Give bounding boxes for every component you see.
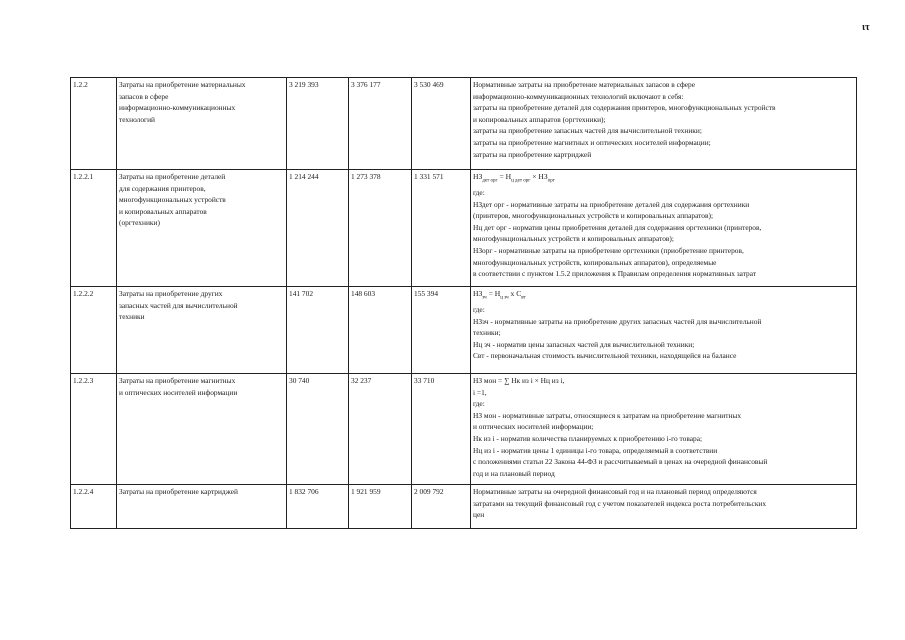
description-line: и оптических носителей информации; bbox=[473, 422, 594, 432]
description-line: где: bbox=[473, 188, 485, 198]
description-line: (принтеров, многофункциональных устройств и копировальных аппаратов); bbox=[473, 211, 714, 221]
description-line: Нц зч - норматив цены запасных частей для вычислительной техники; bbox=[473, 339, 695, 349]
table-row bbox=[71, 78, 857, 170]
name-line: запасных частей для вычислительной bbox=[119, 300, 238, 310]
row-name bbox=[117, 374, 287, 485]
formula bbox=[473, 288, 854, 304]
row-value-v2: 32 237 bbox=[349, 374, 412, 485]
formula-tail: × НЗ bbox=[530, 172, 548, 181]
description-line: затраты на приобретение магнитных и оптических носителей информации; bbox=[473, 137, 711, 147]
name-line: и оптических носителей информации bbox=[119, 387, 238, 397]
formula-mid-sub: ц зч bbox=[500, 295, 509, 301]
row-name bbox=[117, 485, 287, 529]
description-line: НЗорг - нормативные затраты на приобретение оргтехники (приобретение принтеров, bbox=[473, 246, 744, 256]
row-name bbox=[117, 287, 287, 374]
formula-tail-sub: орг bbox=[547, 178, 555, 184]
table-row bbox=[71, 287, 857, 374]
row-value-v1: 1 832 706 bbox=[287, 485, 349, 529]
row-value-v1: 30 740 bbox=[287, 374, 349, 485]
description-line: многофункциональных устройств, копировальных аппаратов), определяемые bbox=[473, 257, 717, 267]
row-value-v3: 155 394 bbox=[412, 287, 471, 374]
description-line: где: bbox=[473, 305, 485, 315]
description-line: затраты на приобретение картриджей bbox=[473, 149, 592, 159]
description-line: НЗ мон = ∑ Нк из i × Нц из i, bbox=[473, 376, 565, 385]
table-row bbox=[71, 485, 857, 529]
formula-eq: = Н bbox=[486, 289, 501, 298]
name-line: Затраты на приобретение картриджей bbox=[119, 487, 238, 496]
formula-lhs-sub: дет орг bbox=[482, 178, 498, 184]
row-value-v3: 3 530 469 bbox=[412, 78, 471, 170]
formula-lhs: НЗ bbox=[473, 289, 483, 298]
description-line: техники; bbox=[473, 328, 501, 338]
description-line: i =1, bbox=[473, 387, 487, 397]
row-value-v2: 148 603 bbox=[349, 287, 412, 374]
row-value-v1: 141 702 bbox=[287, 287, 349, 374]
formula bbox=[473, 171, 854, 187]
row-code: 1.2.2.2 bbox=[71, 287, 117, 374]
row-name bbox=[117, 78, 287, 170]
row-code: 1.2.2 bbox=[71, 78, 117, 170]
name-line: технологий bbox=[119, 114, 155, 124]
table-row bbox=[71, 170, 857, 287]
row-value-v2: 1 273 378 bbox=[349, 170, 412, 287]
formula-lhs: НЗ bbox=[473, 172, 483, 181]
description-line: НЗ мон - нормативные затраты, относящиеся к затратам на приобретение магнитных bbox=[473, 410, 742, 420]
formula-eq: = Н bbox=[497, 172, 512, 181]
description-line: НЗдет орг - нормативные затраты на приобретение деталей для содержания оргтехники bbox=[473, 199, 750, 209]
description-line: информационно-коммуникационных технологий включают в себя: bbox=[473, 91, 684, 101]
page-mark: ιτ bbox=[862, 22, 870, 33]
row-description bbox=[471, 170, 857, 287]
name-line: для содержания принтеров, bbox=[119, 183, 206, 193]
formula-tail-sub: вт bbox=[521, 295, 526, 301]
description-line: многофункциональных устройств и копировальных аппаратов); bbox=[473, 234, 674, 244]
name-line: Затраты на приобретение других bbox=[119, 289, 223, 298]
description-line: с положениями статьи 22 Закона 44-ФЗ и рассчитываемый в ценах на очередной финансовый bbox=[473, 457, 768, 467]
description-line: и копировальных аппаратов (оргтехники); bbox=[473, 114, 606, 124]
row-value-v1: 1 214 244 bbox=[287, 170, 349, 287]
description-line: Нц дет орг - норматив цены приобретения деталей для содержания оргтехники (принтеров, bbox=[473, 222, 762, 232]
name-line: техники bbox=[119, 312, 145, 322]
description-line: в соответствии с пунктом 1.5.2 приложения к Правилам определения нормативных затрат bbox=[473, 269, 757, 279]
row-value-v1: 3 219 393 bbox=[287, 78, 349, 170]
description-line: где: bbox=[473, 399, 485, 409]
formula-lhs-sub: зч bbox=[482, 295, 487, 301]
name-line: запасов в сфере bbox=[119, 91, 169, 101]
row-code: 1.2.2.3 bbox=[71, 374, 117, 485]
row-value-v2: 3 376 177 bbox=[349, 78, 412, 170]
description-line: НЗзч - нормативные затраты на приобретение других запасных частей для вычислительной bbox=[473, 316, 762, 326]
row-value-v3: 1 331 571 bbox=[412, 170, 471, 287]
table-row bbox=[71, 374, 857, 485]
row-value-v2: 1 921 959 bbox=[349, 485, 412, 529]
description-line: Нк из i - норматив количества планируемых к приобретению i-го товара; bbox=[473, 433, 703, 443]
description-line: Нормативные затраты на очередной финансовый год и на плановый период определяются bbox=[473, 487, 757, 496]
name-line: многофункциональных устройств bbox=[119, 195, 226, 205]
description-line: затраты на приобретение запасных частей для вычислительной техники; bbox=[473, 126, 702, 136]
formula-tail: x С bbox=[508, 289, 522, 298]
row-code: 1.2.2.4 bbox=[71, 485, 117, 529]
name-line: и копировальных аппаратов bbox=[119, 206, 207, 216]
description-line: затраты на приобретение деталей для содержания принтеров, многофункциональных устройств bbox=[473, 103, 776, 113]
description-line: Свт - первоначальная стоимость вычислительной техники, находящейся на балансе bbox=[473, 351, 737, 361]
row-description bbox=[471, 78, 857, 170]
description-line: цен bbox=[473, 510, 485, 520]
formula-mid-sub: ц дет орг bbox=[511, 178, 531, 184]
name-line: (оргтехники) bbox=[119, 218, 160, 228]
description-line: затратами на текущий финансовый год с учетом показателей индекса роста потребительских bbox=[473, 498, 767, 508]
name-line: Затраты на приобретение магнитных bbox=[119, 376, 236, 385]
row-value-v3: 2 009 792 bbox=[412, 485, 471, 529]
description-line: Нормативные затраты на приобретение материальных запасов в сфере bbox=[473, 80, 696, 89]
cost-table bbox=[70, 77, 857, 529]
description-line: Нц из i - норматив цены 1 единицы i-го товара, определяемый в соответствии bbox=[473, 445, 718, 455]
row-value-v3: 33 710 bbox=[412, 374, 471, 485]
name-line: информационно-коммуникационных bbox=[119, 103, 236, 113]
row-description bbox=[471, 374, 857, 485]
row-code: 1.2.2.1 bbox=[71, 170, 117, 287]
name-line: Затраты на приобретение деталей bbox=[119, 172, 226, 181]
name-line: Затраты на приобретение материальных bbox=[119, 80, 246, 89]
row-description bbox=[471, 485, 857, 529]
row-name bbox=[117, 170, 287, 287]
row-description bbox=[471, 287, 857, 374]
description-line: год и на плановый период bbox=[473, 468, 555, 478]
